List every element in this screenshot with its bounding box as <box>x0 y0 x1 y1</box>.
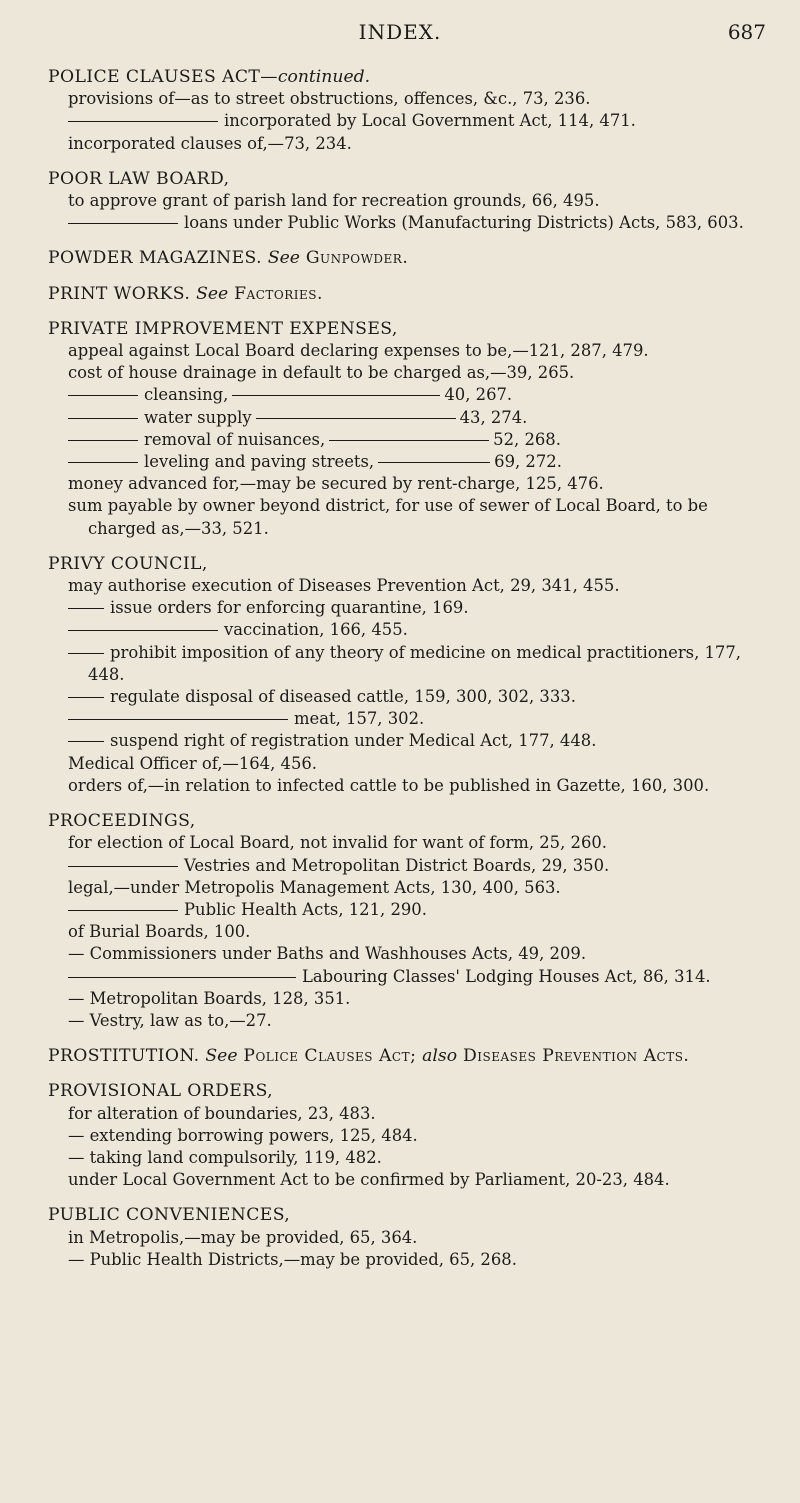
entry-line: of Burial Boards, 100. <box>68 922 251 942</box>
entry-line: loans under Public Works (Manufacturing Districts) Acts, 583, 603. <box>48 212 772 234</box>
leader-line <box>378 462 490 463</box>
entry-heading: PRINT WORKS. See Factories. <box>48 283 323 304</box>
cross-reference: Gunpowder. <box>305 248 409 269</box>
entry-line: — extending borrowing powers, 125, 484. <box>68 1125 418 1145</box>
entry-heading: PUBLIC CONVENIENCES, <box>48 1205 291 1226</box>
entry-line: for alteration of boundaries, 23, 483. <box>68 1103 376 1123</box>
entry-heading: PRIVATE IMPROVEMENT EXPENSES, <box>48 318 398 339</box>
cross-reference: Factories. <box>234 283 323 304</box>
cross-reference: Diseases Prevention Acts. <box>462 1046 690 1067</box>
entry-line: orders of,—in relation to infected cattle to be published in Gazette, 160, 300. <box>68 775 710 795</box>
entry-line: water supply 43, 274. <box>48 407 772 429</box>
see-label: See <box>267 248 300 269</box>
index-entry-police-clauses-act <box>48 66 772 155</box>
index-entry-private-improvement-expenses <box>48 318 772 540</box>
ditto-dash <box>68 418 138 419</box>
cross-reference: Police Clauses Act <box>243 1046 411 1067</box>
entry-line: leveling and paving streets, 69, 272. <box>48 451 772 473</box>
ditto-dash <box>68 395 138 396</box>
index-entry-provisional-orders <box>48 1080 772 1191</box>
entry-line: cleansing, 40, 267. <box>48 384 772 406</box>
entry-line: sum payable by owner beyond district, for use of sewer of Local Board, to be charged as,—33, 521. <box>68 496 708 538</box>
ditto-dash <box>68 653 104 654</box>
entry-line: Vestries and Metropolitan District Boards, 29, 350. <box>48 855 772 877</box>
entry-heading: PROCEEDINGS, <box>48 811 196 832</box>
index-entry-print-works <box>48 283 772 305</box>
ditto-dash <box>68 697 104 698</box>
index-content <box>48 66 772 1284</box>
see-label: See <box>205 1046 238 1067</box>
entry-heading: PROVISIONAL ORDERS, <box>48 1081 274 1102</box>
entry-line: cost of house drainage in default to be charged as,—39, 265. <box>68 363 575 383</box>
entry-line: Public Health Acts, 121, 290. <box>48 899 772 921</box>
index-entry-privy-council <box>48 553 772 797</box>
running-title: INDEX. <box>358 20 442 44</box>
entry-line: may authorise execution of Diseases Prevention Act, 29, 341, 455. <box>68 576 620 596</box>
see-label: See <box>196 283 229 304</box>
entry-line: legal,—under Metropolis Management Acts, 130, 400, 563. <box>68 877 561 897</box>
entry-line: — Commissioners under Baths and Washhouses Acts, 49, 209. <box>68 944 587 964</box>
ditto-dash <box>68 608 104 609</box>
leader-line <box>256 418 456 419</box>
entry-heading: PRIVY COUNCIL, <box>48 553 208 574</box>
entry-heading: POWDER MAGAZINES. See Gunpowder. <box>48 248 409 269</box>
ditto-dash <box>68 462 138 463</box>
entry-line: Medical Officer of,—164, 456. <box>68 753 318 773</box>
entry-line: appeal against Local Board declaring expenses to be,—121, 287, 479. <box>68 341 649 361</box>
entry-line: issue orders for enforcing quarantine, 169. <box>48 597 772 619</box>
ditto-dash <box>68 741 104 742</box>
entry-line: suspend right of registration under Medical Act, 177, 448. <box>48 730 772 752</box>
ditto-dash <box>68 866 178 867</box>
leader-line <box>329 440 489 441</box>
ditto-dash <box>68 121 218 122</box>
entry-line: prohibit imposition of any theory of medicine on medical practitioners, 177, 448. <box>48 642 772 686</box>
entry-line: money advanced for,—may be secured by rent-charge, 125, 476. <box>68 474 604 494</box>
entry-line: — Public Health Districts,—may be provided, 65, 268. <box>68 1249 517 1269</box>
entry-line: regulate disposal of diseased cattle, 159, 300, 302, 333. <box>48 686 772 708</box>
entry-line: for election of Local Board, not invalid for want of form, 25, 260. <box>68 833 608 853</box>
entry-line: — Metropolitan Boards, 128, 351. <box>68 988 351 1008</box>
continued-label: continued. <box>277 67 371 87</box>
entry-line: Labouring Classes' Lodging Houses Act, 86, 314. <box>48 966 772 988</box>
page-number: 687 <box>727 20 766 44</box>
entry-line: vaccination, 166, 455. <box>48 619 772 641</box>
entry-line: incorporated clauses of,—73, 234. <box>68 133 352 153</box>
index-entry-poor-law-board <box>48 168 772 235</box>
entry-line: — Vestry, law as to,—27. <box>68 1010 272 1030</box>
entry-line: removal of nuisances, 52, 268. <box>48 429 772 451</box>
entry-heading: POLICE CLAUSES ACT—continued. <box>48 67 371 87</box>
entry-heading: PROSTITUTION. See Police Clauses Act; also Diseases Prevention Acts. <box>48 1046 690 1067</box>
index-entry-prostitution <box>48 1045 772 1067</box>
entry-line: under Local Government Act to be confirmed by Parliament, 20-23, 484. <box>68 1170 670 1190</box>
ditto-dash <box>68 223 178 224</box>
ditto-dash <box>68 977 296 978</box>
entry-line: — taking land compulsorily, 119, 482. <box>68 1147 382 1167</box>
also-label: also <box>422 1046 458 1067</box>
ditto-dash <box>68 719 288 720</box>
entry-line: meat, 157, 302. <box>48 708 772 730</box>
ditto-dash <box>68 630 218 631</box>
entry-line: provisions of—as to street obstructions, offences, &c., 73, 236. <box>68 89 591 109</box>
leader-line <box>232 395 440 396</box>
ditto-dash <box>68 910 178 911</box>
entry-line: incorporated by Local Government Act, 114, 471. <box>48 110 772 132</box>
running-head <box>0 20 800 50</box>
entry-heading: POOR LAW BOARD, <box>48 168 230 189</box>
entry-line: in Metropolis,—may be provided, 65, 364. <box>68 1227 418 1247</box>
index-entry-proceedings <box>48 810 772 1032</box>
index-entry-public-conveniences <box>48 1204 772 1271</box>
ditto-dash <box>68 440 138 441</box>
entry-line: to approve grant of parish land for recreation grounds, 66, 495. <box>68 191 600 211</box>
index-entry-powder-magazines <box>48 247 772 269</box>
